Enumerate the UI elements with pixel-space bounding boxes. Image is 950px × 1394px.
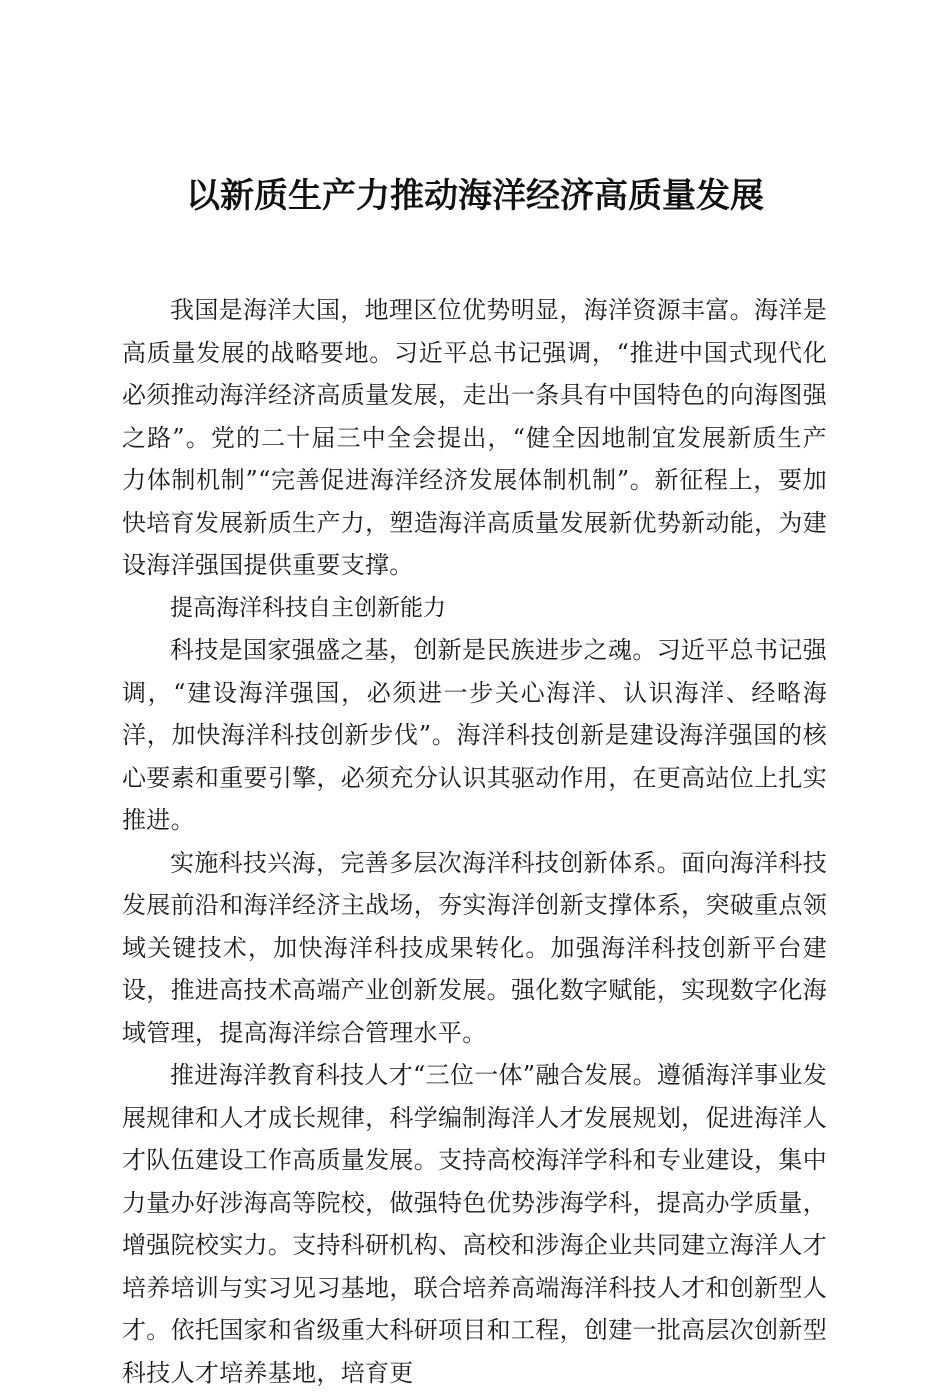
paragraph-intro: 我国是海洋大国，地理区位优势明显，海洋资源丰富。海洋是高质量发展的战略要地。习近平总书记强调，“推进中国式现代化必须推动海洋经济高质量发展，走出一条具有中国特色的向海图强之路”。党的二十届三中全会提出，“健全因地制宜发展新质生产力体制机制”“完善促进海洋经济发展体制机制”。新征程上，要加快培育发展新质生产力，塑造海洋高质量发展新优势新动能，为建设海洋强国提供重要支撑。	[122, 296, 827, 579]
paragraph-talent-development: 推进海洋教育科技人才“三位一体”融合发展。遵循海洋事业发展规律和人才成长规律，科学编制海洋人才发展规划，促进海洋人才队伍建设工作高质量发展。支持高校海洋学科和专业建设，集中力量办好涉海高等院校，做强特色优势涉海学科，提高办学质量，增强院校实力。支持科研机构、高校和涉海企业共同建立海洋人才培养培训与实习见习基地，联合培养高端海洋科技人才和创新型人才。依托国家和省级重大科研项目和工程，创建一批高层次创新型科技人才培养基地，培育更	[122, 1061, 827, 1387]
paragraph-tech-foundation: 科技是国家强盛之基，创新是民族进步之魂。习近平总书记强调，“建设海洋强国，必须进一步关心海洋、认识海洋、经略海洋，加快海洋科技创新步伐”。海洋科技创新是建设海洋强国的核心要素和重要引擎，必须充分认识其驱动作用，在更高站位上扎实推进。	[122, 636, 827, 834]
section-heading: 提高海洋科技自主创新能力	[170, 594, 446, 621]
document-title: 以新质生产力推动海洋经济高质量发展	[186, 176, 764, 216]
paragraph-tech-innovation: 实施科技兴海，完善多层次海洋科技创新体系。面向海洋科技发展前沿和海洋经济主战场，夯实海洋创新支撑体系，突破重点领域关键技术，加快海洋科技成果转化。加强海洋科技创新平台建设，推进高技术高端产业创新发展。强化数字赋能，实现数字化海域管理，提高海洋综合管理水平。	[122, 848, 827, 1047]
document-body	[122, 289, 827, 1394]
